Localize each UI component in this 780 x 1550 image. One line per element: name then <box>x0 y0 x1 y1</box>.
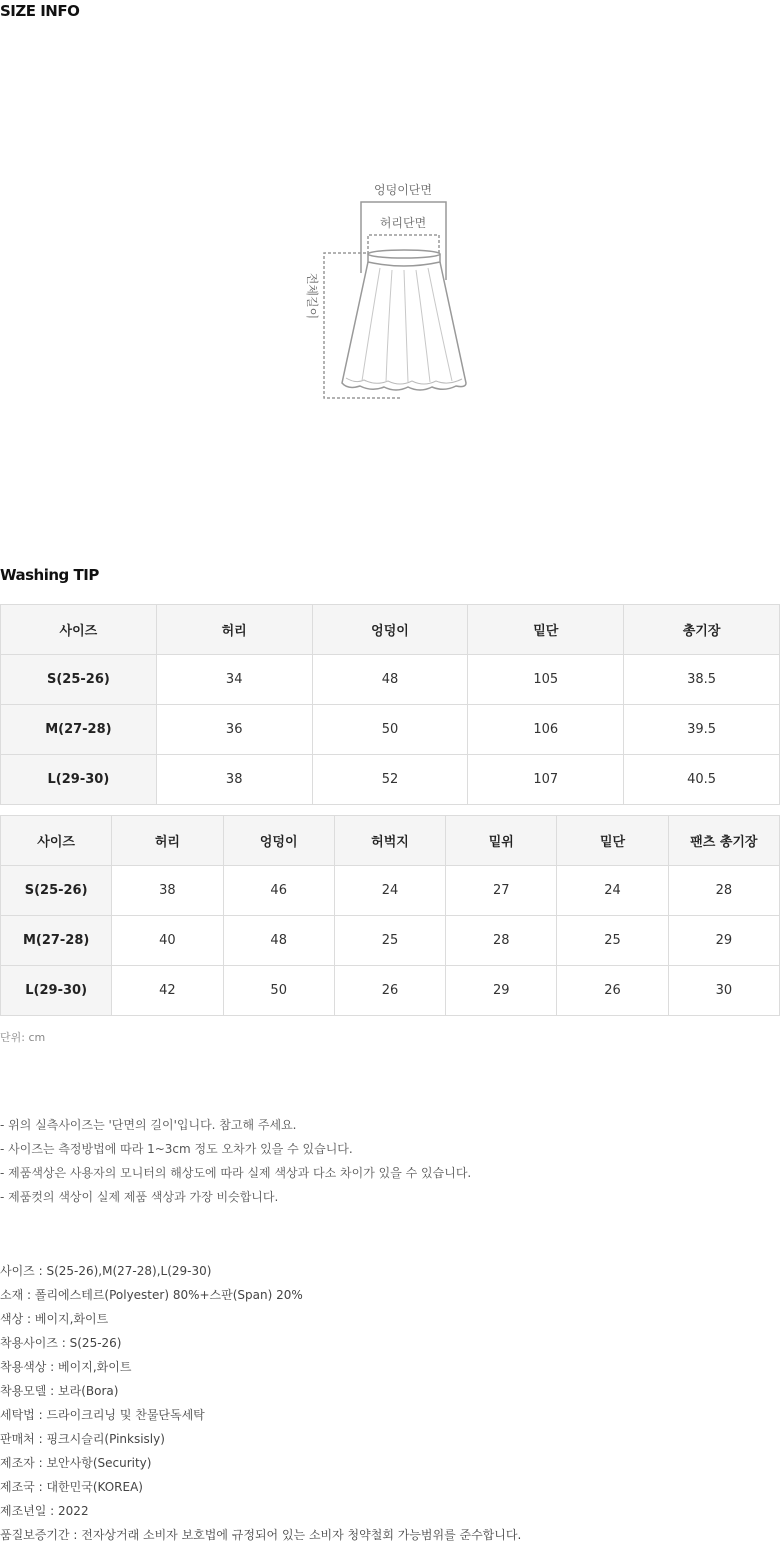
note-item: - 제품색상은 사용자의 모니터의 해상도에 따라 실제 색상과 다소 차이가 있을 수 있습니다. <box>0 1166 472 1180</box>
info-item: 제조년일 : 2022 <box>0 1504 89 1518</box>
table-cell: 52 <box>312 755 468 805</box>
table-cell: 26 <box>557 966 668 1016</box>
table-cell: 38.5 <box>624 655 780 705</box>
table-cell: 36 <box>156 705 312 755</box>
unit-note: 단위: cm <box>0 1031 46 1044</box>
info-item: 소재 : 폴리에스테르(Polyester) 80%+스판(Span) 20% <box>0 1288 303 1302</box>
table-row <box>1 866 780 916</box>
table-header-cell: 허리 <box>112 816 223 866</box>
table-header-cell: 허리 <box>156 605 312 655</box>
table-cell: 48 <box>223 916 334 966</box>
table-header-cell: 팬츠 총기장 <box>668 816 779 866</box>
table-cell: 34 <box>156 655 312 705</box>
info-item: 사이즈 : S(25-26),M(27-28),L(29-30) <box>0 1264 212 1278</box>
info-item: 착용사이즈 : S(25-26) <box>0 1336 122 1350</box>
table-cell: 28 <box>446 916 557 966</box>
table-cell: 50 <box>312 705 468 755</box>
table-cell: 26 <box>334 966 445 1016</box>
table-cell: 24 <box>557 866 668 916</box>
size-notes <box>0 1116 471 1212</box>
product-info-list <box>0 1262 521 1550</box>
table-header-cell: 밑위 <box>446 816 557 866</box>
table-header-cell: 허벅지 <box>334 816 445 866</box>
info-item: 색상 : 베이지,화이트 <box>0 1312 109 1326</box>
table-header-cell: 사이즈 <box>1 605 157 655</box>
note-item: - 사이즈는 측정방법에 따라 1~3cm 정도 오차가 있을 수 있습니다. <box>0 1142 353 1156</box>
table-header-row <box>1 605 780 655</box>
info-item: 제조국 : 대한민국(KOREA) <box>0 1480 143 1494</box>
table-header-cell: 엉덩이 <box>312 605 468 655</box>
info-item: 품질보증기간 : 전자상거래 소비자 보호법에 규정되어 있는 소비자 청약철회 가능범위를 준수합니다. <box>0 1528 522 1542</box>
table-cell: 29 <box>668 916 779 966</box>
table-cell: 42 <box>112 966 223 1016</box>
info-item: 세탁법 : 드라이크리닝 및 찬물단독세탁 <box>0 1408 205 1422</box>
table-cell: 28 <box>668 866 779 916</box>
table-cell: 105 <box>468 655 624 705</box>
table-cell: 40 <box>112 916 223 966</box>
table-row <box>1 916 780 966</box>
length-label: 전체길이 <box>305 272 319 320</box>
table-cell: 39.5 <box>624 705 780 755</box>
table-row <box>1 755 780 805</box>
table-header-row <box>1 816 780 866</box>
table-header-cell: 밑단 <box>557 816 668 866</box>
size-cell: S(25-26) <box>1 866 112 916</box>
table-cell: 30 <box>668 966 779 1016</box>
skirt-size-diagram <box>300 178 480 408</box>
note-item: - 제품컷의 색상이 실제 제품 색상과 가장 비슷합니다. <box>0 1190 279 1204</box>
table-cell: 106 <box>468 705 624 755</box>
table-row <box>1 966 780 1016</box>
size-cell: L(29-30) <box>1 755 157 805</box>
table-header-cell: 밑단 <box>468 605 624 655</box>
table-cell: 29 <box>446 966 557 1016</box>
table-header-cell: 총기장 <box>624 605 780 655</box>
table-cell: 107 <box>468 755 624 805</box>
table-header-cell: 사이즈 <box>1 816 112 866</box>
info-item: 판매처 : 핑크시슬리(Pinksisly) <box>0 1432 165 1446</box>
table-row <box>1 705 780 755</box>
table-cell: 48 <box>312 655 468 705</box>
table-header-cell: 엉덩이 <box>223 816 334 866</box>
table-cell: 27 <box>446 866 557 916</box>
size-cell: M(27-28) <box>1 916 112 966</box>
table-cell: 24 <box>334 866 445 916</box>
table-cell: 38 <box>112 866 223 916</box>
table-cell: 25 <box>557 916 668 966</box>
waist-label: 허리단면 <box>379 216 427 230</box>
info-item: 착용색상 : 베이지,화이트 <box>0 1360 132 1374</box>
table-cell: 50 <box>223 966 334 1016</box>
washing-tip-title: Washing TIP <box>0 566 99 584</box>
note-item: - 위의 실측사이즈는 '단면의 길이'입니다. 참고해 주세요. <box>0 1118 297 1132</box>
table-row <box>1 655 780 705</box>
skirt-size-table <box>0 604 780 805</box>
table-cell: 46 <box>223 866 334 916</box>
size-cell: L(29-30) <box>1 966 112 1016</box>
size-info-title: SIZE INFO <box>0 2 80 20</box>
info-item: 착용모델 : 보라(Bora) <box>0 1384 119 1398</box>
skirt-illustration <box>300 178 480 408</box>
info-item: 제조자 : 보안사항(Security) <box>0 1456 152 1470</box>
hip-label: 엉덩이단면 <box>374 183 432 197</box>
table-cell: 25 <box>334 916 445 966</box>
pants-size-table <box>0 815 780 1016</box>
size-cell: S(25-26) <box>1 655 157 705</box>
table-cell: 38 <box>156 755 312 805</box>
size-cell: M(27-28) <box>1 705 157 755</box>
table-cell: 40.5 <box>624 755 780 805</box>
